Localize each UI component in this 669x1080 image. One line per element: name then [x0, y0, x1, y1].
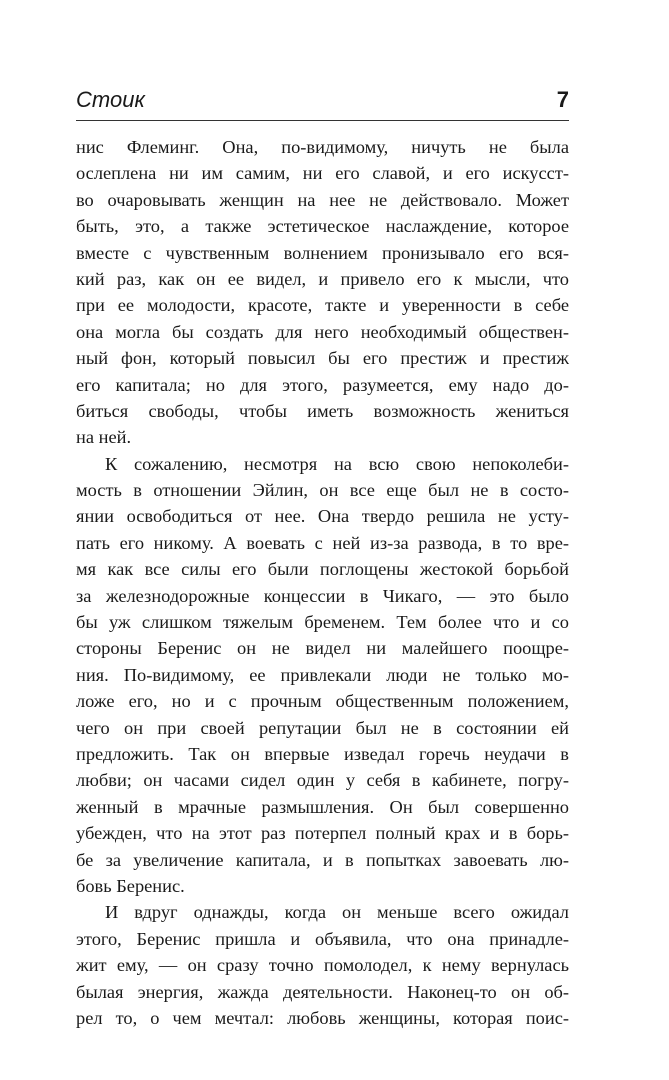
text-line: любви; он часами сидел один у себя в кабинете, погру- — [76, 770, 569, 791]
text-line: ния. По-видимому, ее привлекали люди не только мо- — [76, 664, 569, 685]
text-line: предложить. Так он впервые изведал горечь неудачи в — [76, 743, 569, 764]
text-line: этого, Беренис пришла и объявила, что она принадле- — [76, 928, 569, 949]
text-line: бы уж слишком тяжелым бременем. Тем более что и со — [76, 612, 569, 633]
text-line: ложе его, но и с прочным общественным положением, — [76, 691, 569, 712]
text-line: мость в отношении Эйлин, он все еще был не в состо- — [76, 480, 569, 501]
page-number: 7 — [556, 87, 569, 112]
text-line: стороны Беренис он не видел ни малейшего поощре- — [76, 638, 569, 659]
text-line: при ее молодости, красоте, такте и уверенности в себе — [76, 295, 569, 316]
text-line: пать его никому. А воевать с ней из-за развода, в то вре- — [76, 532, 569, 553]
text-line: быть, это, а также эстетическое наслаждение, которое — [76, 216, 569, 237]
paragraph — [76, 451, 569, 900]
text-line: его капитала; но для этого, разумеется, ему надо до- — [76, 374, 569, 395]
text-line: ный фон, который повысил бы его престиж и престиж — [76, 348, 569, 369]
text-line: убежден, что на этот раз потерпел полный крах и в борь- — [76, 823, 569, 844]
text-line: мя как все силы его были поглощены жестокой борьбой — [76, 559, 569, 580]
text-line: былая энергия, жажда деятельности. Наконец-то он об- — [76, 981, 569, 1002]
text-line: чего он при своей репутации был не в состоянии ей — [76, 717, 569, 738]
text-line: янии освободиться от нее. Она твердо решила не усту- — [76, 506, 569, 527]
paragraph — [76, 134, 569, 451]
text-line: бе за увеличение капитала, и в попытках завоевать лю- — [76, 849, 569, 870]
body-text — [76, 134, 569, 1031]
text-line: бовь Беренис. — [76, 875, 185, 896]
text-line: К сожалению, несмотря на всю свою непоколеби- — [105, 453, 569, 474]
header-rule — [76, 120, 569, 121]
text-line: И вдруг однажды, когда он меньше всего ожидал — [105, 902, 569, 923]
text-line: биться свободы, чтобы иметь возможность жениться — [76, 400, 569, 421]
text-line: нис Флеминг. Она, по-видимому, ничуть не была — [76, 137, 569, 157]
text-line: за железнодорожные концессии в Чикаго, — это было — [76, 585, 569, 606]
text-line: ослеплена ни им самим, ни его славой, и его искусст- — [76, 163, 569, 184]
running-head — [76, 86, 569, 118]
text-line: во очаровывать женщин на нее не действовало. Может — [76, 189, 569, 210]
paragraph — [76, 899, 569, 1031]
text-line: она могла бы создать для него необходимый обществен- — [76, 321, 569, 342]
text-line: кий раз, как он ее видел, и привело его к мысли, что — [76, 268, 569, 289]
text-line: жит ему, — он сразу точно помолодел, к нему вернулась — [76, 955, 569, 976]
text-line: на ней. — [76, 427, 132, 448]
text-line: вместе с чувственным волнением пронизывало его вся- — [76, 242, 569, 263]
text-line: женный в мрачные размышления. Он был совершенно — [76, 796, 569, 817]
running-title: Стоик — [76, 87, 145, 112]
text-line: рел то, о чем мечтал: любовь женщины, которая поис- — [76, 1007, 569, 1028]
